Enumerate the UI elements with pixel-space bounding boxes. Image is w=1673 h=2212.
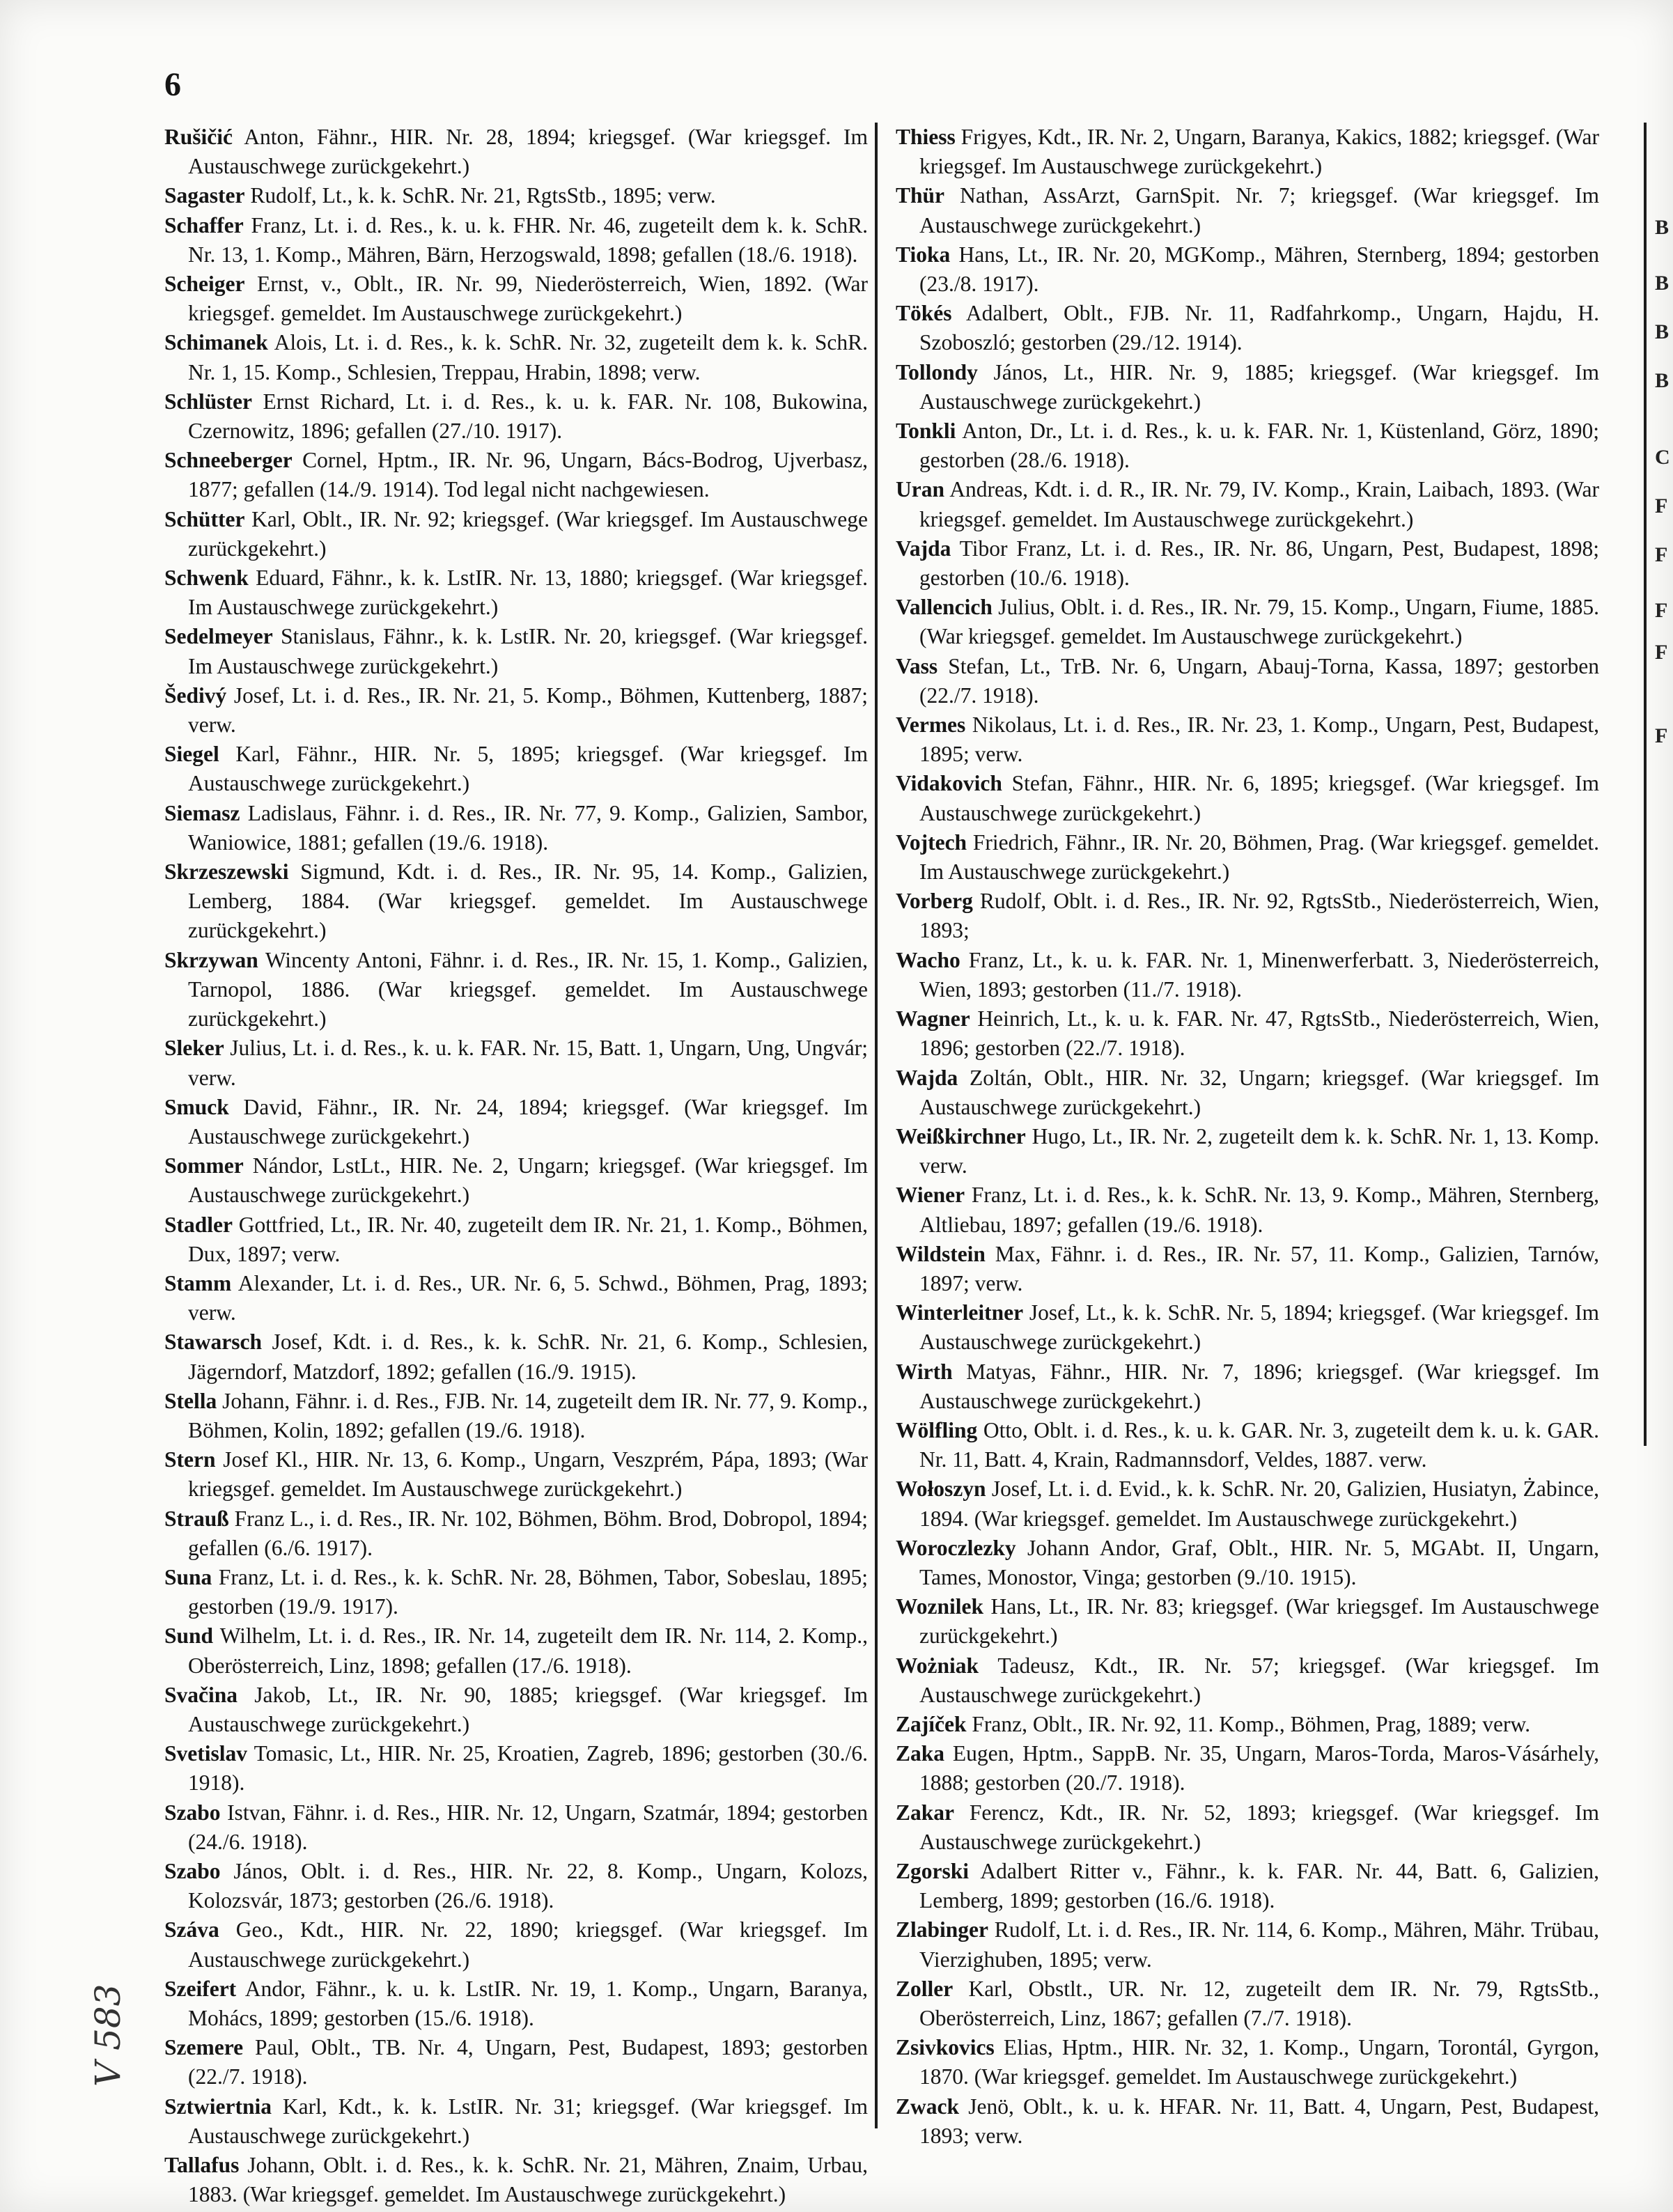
register-entry: [164, 681, 868, 740]
entry-details: Franz, Lt., k. u. k. FAR. Nr. 1, Minenwerferbatt. 3, Niederösterreich, Wien, 1893; gestorben (11./7. 1918).: [919, 947, 1599, 1002]
entry-surname: Vass: [896, 653, 938, 678]
entry-surname: Wiener: [896, 1183, 965, 1208]
entry-details: Max, Fähnr. i. d. Res., IR. Nr. 57, 11. Komp., Galizien, Tarnów, 1897; verw.: [919, 1241, 1599, 1295]
entry-surname: Winterleitner: [896, 1300, 1024, 1325]
register-entry: [896, 358, 1599, 416]
entry-surname: Schaffer: [164, 212, 244, 237]
register-entry: [896, 1651, 1599, 1710]
entry-surname: Szabo: [164, 1800, 221, 1825]
register-entry: [896, 1416, 1599, 1474]
entry-surname: Uran: [896, 477, 944, 502]
register-entry: [164, 1093, 868, 1151]
entry-details: Geo., Kdt., HIR. Nr. 22, 1890; kriegsgef. (War kriegsgef. Im Austauschwege zurückgekehrt.): [188, 1917, 868, 1972]
entry-surname: Szemere: [164, 2035, 244, 2060]
entry-details: Jenö, Oblt., k. u. k. HFAR. Nr. 11, Batt. 4, Ungarn, Pest, Budapest, 1893; verw.: [919, 2094, 1599, 2148]
register-entry: [164, 857, 868, 946]
entry-surname: Tollondy: [896, 359, 978, 384]
entry-surname: Schwenk: [164, 566, 249, 591]
entry-surname: Wölfling: [896, 1417, 978, 1442]
entry-details: Andor, Fähnr., k. u. k. LstIR. Nr. 19, 1. Komp., Ungarn, Baranya, Mohács, 1899; gestorben (15./6. 1918).: [188, 1976, 868, 2030]
entry-surname: Sedelmeyer: [164, 624, 273, 649]
entry-details: Stanislaus, Fähnr., k. k. LstIR. Nr. 20, kriegsgef. (War kriegsgef. Im Austauschwege zurückgekehrt.): [188, 624, 868, 678]
entry-surname: Tonkli: [896, 419, 956, 444]
entry-details: Nándor, LstLt., HIR. Ne. 2, Ungarn; kriegsgef. (War kriegsgef. Im Austauschwege zurückgekehrt.): [188, 1153, 868, 1208]
register-entry: [164, 946, 868, 1034]
entry-details: Heinrich, Lt., k. u. k. FAR. Nr. 47, RgtsStb., Niederösterreich, Wien, 1896; gestorben (22./7. 1918).: [919, 1006, 1599, 1061]
entry-details: Ladislaus, Fähnr. i. d. Res., IR. Nr. 77, 9. Komp., Galizien, Sambor, Waniowice, 1881; gefallen (19./6. 1918).: [188, 800, 868, 855]
register-entry: [164, 446, 868, 504]
register-entry: [896, 1474, 1599, 1533]
entry-surname: Vidakovich: [896, 771, 1002, 796]
entry-details: Tadeusz, Kdt., IR. Nr. 57; kriegsgef. (War kriegsgef. Im Austauschwege zurückgekehrt.): [919, 1653, 1599, 1707]
entry-surname: Stadler: [164, 1212, 233, 1237]
entry-details: Ernst, v., Oblt., IR. Nr. 99, Niederösterreich, Wien, 1892. (War kriegsgef. gemeldet. Im Austauschwege zurückgekehrt.): [188, 272, 868, 326]
register-entry: [164, 1975, 868, 2033]
entry-surname: Szeifert: [164, 1976, 237, 2001]
register-entry: [164, 1739, 868, 1798]
entry-surname: Scheiger: [164, 272, 245, 297]
register-entry: [896, 769, 1599, 827]
entry-surname: Zaka: [896, 1741, 945, 1766]
entry-surname: Woroczlezky: [896, 1535, 1016, 1560]
entry-surname: Vorberg: [896, 889, 973, 914]
entry-surname: Zgorski: [896, 1858, 970, 1883]
entry-details: Ernst Richard, Lt. i. d. Res., k. u. k. FAR. Nr. 108, Bukowina, Czernowitz, 1896; gefallen (27./10. 1917).: [188, 389, 868, 444]
register-entry: [164, 1798, 868, 1857]
entry-surname: Vajda: [896, 536, 951, 561]
register-entry: [896, 1857, 1599, 1915]
entry-surname: Schimanek: [164, 330, 268, 355]
adjacent-page-letter: F: [1655, 543, 1668, 566]
register-entry: [896, 123, 1599, 181]
entry-surname: Zlabinger: [896, 1917, 989, 1942]
entry-details: Paul, Oblt., TB. Nr. 4, Ungarn, Pest, Budapest, 1893; gestorben (22./7. 1918).: [188, 2035, 868, 2089]
entry-surname: Skrzywan: [164, 947, 258, 972]
register-entry: [164, 622, 868, 680]
entry-details: Alois, Lt. i. d. Res., k. k. SchR. Nr. 32, zugeteilt dem k. k. SchR. Nr. 1, 15. Komp., Schlesien, Treppau, Hrabin, 1898; verw.: [188, 330, 868, 384]
register-entry: [896, 1975, 1599, 2033]
entry-surname: Vermes: [896, 712, 966, 738]
register-entry: [164, 1327, 868, 1386]
register-entry: [164, 1681, 868, 1739]
register-entry: [896, 1240, 1599, 1298]
entry-details: Julius, Oblt. i. d. Res., IR. Nr. 79, 15. Komp., Ungarn, Fiume, 1885. (War kriegsgef. gemeldet. Im Austauschwege zurückgekehrt.): [919, 595, 1599, 649]
entry-surname: Sztwiertnia: [164, 2094, 272, 2119]
entry-details: Friedrich, Fähnr., IR. Nr. 20, Böhmen, Prag. (War kriegsgef. gemeldet. Im Austauschwege zurückgekehrt.): [919, 830, 1599, 885]
entry-details: Franz, Lt. i. d. Res., k. u. k. FHR. Nr. 46, zugeteilt dem k. k. SchR. Nr. 13, 1. Komp., Mähren, Bärn, Herzogswald, 1898; gefallen (18./6. 1918).: [188, 212, 868, 267]
register-entry: [896, 710, 1599, 769]
entry-details: Cornel, Hptm., IR. Nr. 96, Ungarn, Bács-Bodrog, Ujverbasz, 1877; gefallen (14./9. 1914). Tod legal nicht nachgewiesen.: [188, 448, 868, 502]
entry-surname: Sommer: [164, 1153, 244, 1178]
entry-surname: Wajda: [896, 1065, 958, 1090]
entry-details: Gottfried, Lt., IR. Nr. 40, zugeteilt dem IR. Nr. 21, 1. Komp., Böhmen, Dux, 1897; verw.: [188, 1212, 868, 1266]
entry-surname: Thiess: [896, 125, 956, 149]
entry-details: Hans, Lt., IR. Nr. 83; kriegsgef. (War kriegsgef. Im Austauschwege zurückgekehrt.): [919, 1594, 1599, 1649]
register-entry: [164, 1504, 868, 1563]
register-entry: [164, 1621, 868, 1680]
register-entry: [164, 387, 868, 446]
adjacent-page-letter: C: [1655, 446, 1670, 469]
entry-surname: Zsivkovics: [896, 2035, 995, 2060]
entry-surname: Zakar: [896, 1800, 955, 1825]
entry-surname: Zajíček: [896, 1711, 967, 1736]
entry-details: Jakob, Lt., IR. Nr. 90, 1885; kriegsgef. (War kriegsgef. Im Austauschwege zurückgekehrt.): [188, 1682, 868, 1736]
entry-details: Istvan, Fähnr. i. d. Res., HIR. Nr. 12, Ungarn, Szatmár, 1894; gestorben (24./6. 1918).: [188, 1800, 868, 1854]
entry-surname: Thür: [896, 183, 945, 208]
entry-surname: Sagaster: [164, 183, 245, 208]
register-entry: [164, 181, 868, 210]
entry-details: Karl, Obstlt., UR. Nr. 12, zugeteilt dem IR. Nr. 79, RgtsStb., Oberösterreich, Linz, 1867; gefallen (7./7. 1918).: [919, 1976, 1599, 2030]
entry-details: Adalbert, Oblt., FJB. Nr. 11, Radfahrkomp., Ungarn, Hajdu, H. Szoboszló; gestorben (29./12. 1914).: [919, 301, 1599, 355]
entry-details: Nikolaus, Lt. i. d. Res., IR. Nr. 23, 1. Komp., Ungarn, Pest, Budapest, 1895; verw.: [919, 712, 1599, 767]
entry-details: Josef Kl., HIR. Nr. 13, 6. Komp., Ungarn, Veszprém, Pápa, 1893; (War kriegsgef. gemeldet. Im Austauschwege zurückgekehrt.): [188, 1447, 868, 1502]
entry-details: Otto, Oblt. i. d. Res., k. u. k. GAR. Nr. 3, zugeteilt dem k. u. k. GAR. Nr. 11, Batt. 4, Krain, Radmannsdorf, Veldes, 1887. verw.: [919, 1417, 1599, 1472]
entry-surname: Wagner: [896, 1006, 970, 1031]
entry-details: Karl, Kdt., k. k. LstIR. Nr. 31; kriegsgef. (War kriegsgef. Im Austauschwege zurückgekehrt.): [188, 2094, 868, 2148]
entry-surname: Száva: [164, 1917, 219, 1942]
register-entry: [164, 1563, 868, 1621]
register-entry: [164, 1857, 868, 1915]
register-entry: [896, 887, 1599, 945]
entry-surname: Tökés: [896, 301, 952, 326]
register-entry: [896, 652, 1599, 710]
entry-surname: Vallencich: [896, 595, 993, 620]
entry-details: Nathan, AssArzt, GarnSpit. Nr. 7; kriegsgef. (War kriegsgef. Im Austauschwege zurückgekehrt.): [919, 183, 1599, 237]
entry-surname: Schlüster: [164, 389, 252, 414]
entry-details: Johann Andor, Graf, Oblt., HIR. Nr. 5, MGAbt. II, Ungarn, Tames, Monostor, Vinga; gestorben (9./10. 1915).: [919, 1535, 1599, 1589]
entry-surname: Wacho: [896, 947, 960, 972]
register-entry: [164, 1151, 868, 1210]
register-entry: [164, 123, 868, 181]
register-entry: [164, 211, 868, 270]
register-entry: [896, 240, 1599, 299]
entry-details: Franz, Lt. i. d. Res., k. k. SchR. Nr. 28, Böhmen, Tabor, Sobeslau, 1895; gestorben (19./9. 1917).: [188, 1564, 868, 1619]
entry-details: Frigyes, Kdt., IR. Nr. 2, Ungarn, Baranya, Kakics, 1882; kriegsgef. (War kriegsgef. Im Austauschwege zurückgekehrt.): [919, 125, 1599, 179]
entry-details: Rudolf, Lt., k. k. SchR. Nr. 21, RgtsStb., 1895; verw.: [244, 183, 716, 208]
entry-details: Alexander, Lt. i. d. Res., UR. Nr. 6, 5. Schwd., Böhmen, Prag, 1893; verw.: [188, 1270, 868, 1325]
entry-surname: Svetislav: [164, 1741, 248, 1766]
entry-surname: Skrzeszewski: [164, 859, 289, 885]
register-entry: [164, 505, 868, 563]
entry-details: Anton, Fähnr., HIR. Nr. 28, 1894; kriegsgef. (War kriegsgef. Im Austauschwege zurückgekehrt.): [188, 125, 868, 179]
entry-details: János, Lt., HIR. Nr. 9, 1885; kriegsgef. (War kriegsgef. Im Austauschwege zurückgekehrt.): [919, 359, 1599, 414]
right-column: [896, 123, 1599, 2151]
entry-surname: Wożniak: [896, 1653, 979, 1678]
register-entry: [896, 1181, 1599, 1239]
entry-surname: Stamm: [164, 1270, 232, 1295]
entry-surname: Sund: [164, 1623, 214, 1649]
adjacent-page-letter: B: [1655, 369, 1670, 392]
entry-surname: Tioka: [896, 242, 951, 267]
entry-details: Anton, Dr., Lt. i. d. Res., k. u. k. FAR. Nr. 1, Küstenland, Görz, 1890; gestorben (28./6. 1918).: [919, 419, 1599, 473]
entry-surname: Tallafus: [164, 2153, 240, 2178]
entry-details: Franz, Oblt., IR. Nr. 92, 11. Komp., Böhmen, Prag, 1889; verw.: [966, 1711, 1531, 1736]
entry-surname: Schütter: [164, 506, 245, 531]
register-entry: [164, 740, 868, 798]
entry-details: David, Fähnr., IR. Nr. 24, 1894; kriegsgef. (War kriegsgef. Im Austauschwege zurückgekehrt.): [188, 1094, 868, 1148]
register-entry: [164, 563, 868, 622]
entry-surname: Szabo: [164, 1858, 221, 1883]
entry-surname: Stawarsch: [164, 1330, 262, 1355]
entry-details: Wincenty Antoni, Fähnr. i. d. Res., IR. Nr. 15, 1. Komp., Galizien, Tarnopol, 1886. (War kriegsgef. gemeldet. Im Austauschwege zurückgekehrt.): [188, 947, 868, 1031]
register-entry: [164, 1387, 868, 1445]
register-entry: [896, 1004, 1599, 1063]
entry-details: Zoltán, Oblt., HIR. Nr. 32, Ungarn; kriegsgef. (War kriegsgef. Im Austauschwege zurückgekehrt.): [919, 1065, 1599, 1119]
register-entry: [896, 2033, 1599, 2092]
register-entry: [164, 1445, 868, 1504]
entry-details: Johann, Fähnr. i. d. Res., FJB. Nr. 14, zugeteilt dem IR. Nr. 77, 9. Komp., Böhmen, Kolin, 1892; gefallen (19./6. 1918).: [188, 1388, 868, 1442]
register-entry: [896, 1357, 1599, 1416]
entry-details: Andreas, Kdt. i. d. R., IR. Nr. 79, IV. Komp., Krain, Laibach, 1893. (War kriegsgef. gemeldet. Im Austauschwege zurückgekehrt.): [919, 477, 1599, 531]
entry-details: Adalbert Ritter v., Fähnr., k. k. FAR. Nr. 44, Batt. 6, Galizien, Lemberg, 1899; gestorben (16./6. 1918).: [919, 1858, 1599, 1913]
entry-details: Hans, Lt., IR. Nr. 20, MGKomp., Mähren, Sternberg, 1894; gestorben (23./8. 1917).: [919, 242, 1599, 297]
entry-details: Josef, Kdt. i. d. Res., k. k. SchR. Nr. 21, 6. Komp., Schlesien, Jägerndorf, Matzdorf, 1892; gefallen (16./9. 1915).: [188, 1330, 868, 1384]
entry-surname: Strauß: [164, 1506, 229, 1531]
entry-details: Eduard, Fähnr., k. k. LstIR. Nr. 13, 1880; kriegsgef. (War kriegsgef. Im Austauschwege zurückgekehrt.): [188, 566, 868, 620]
register-entry: [896, 946, 1599, 1004]
register-entry: [164, 2151, 868, 2209]
entry-details: Stefan, Lt., TrB. Nr. 6, Ungarn, Abauj-Torna, Kassa, 1897; gestorben (22./7. 1918).: [919, 653, 1599, 708]
entry-details: Rudolf, Oblt. i. d. Res., IR. Nr. 92, RgtsStb., Niederösterreich, Wien, 1893;: [919, 889, 1599, 943]
entry-details: Hugo, Lt., IR. Nr. 2, zugeteilt dem k. k. SchR. Nr. 1, 13. Komp. verw.: [919, 1123, 1599, 1178]
entry-details: Rudolf, Lt. i. d. Res., IR. Nr. 114, 6. Komp., Mähren, Mähr. Trübau, Vierzighuben, 1895; verw.: [919, 1917, 1599, 1972]
adjacent-page-letter: B: [1655, 320, 1670, 343]
register-entry: [896, 1592, 1599, 1651]
entry-surname: Smuck: [164, 1094, 229, 1119]
adjacent-page-letter: F: [1655, 494, 1668, 517]
register-entry: [164, 328, 868, 387]
register-entry: [164, 1269, 868, 1327]
register-entry: [896, 1739, 1599, 1798]
entry-surname: Wirth: [896, 1359, 953, 1384]
register-entry: [164, 1210, 868, 1269]
entry-details: Eugen, Hptm., SappB. Nr. 35, Ungarn, Maros-Torda, Maros-Vásárhely, 1888; gestorben (20./7. 1918).: [919, 1741, 1599, 1796]
entry-surname: Siegel: [164, 742, 219, 767]
entry-details: János, Oblt. i. d. Res., HIR. Nr. 22, 8. Komp., Ungarn, Kolozs, Kolozsvár, 1873; gestorben (26./6. 1918).: [188, 1858, 868, 1913]
entry-details: Franz, Lt. i. d. Res., k. k. SchR. Nr. 13, 9. Komp., Mähren, Sternberg, Altliebau, 1897; gefallen (19./6. 1918).: [919, 1183, 1599, 1237]
adjacent-page-letter: B: [1655, 272, 1670, 295]
entry-details: Karl, Fähnr., HIR. Nr. 5, 1895; kriegsgef. (War kriegsgef. Im Austauschwege zurückgekehrt.): [188, 742, 868, 796]
register-entry: [896, 181, 1599, 240]
entry-details: Wilhelm, Lt. i. d. Res., IR. Nr. 14, zugeteilt dem IR. Nr. 114, 2. Komp., Oberösterreich, Linz, 1898; gefallen (17./6. 1918).: [188, 1623, 868, 1678]
entry-surname: Wildstein: [896, 1241, 986, 1266]
entry-details: Franz L., i. d. Res., IR. Nr. 102, Böhmen, Böhm. Brod, Dobropol, 1894; gefallen (6./6. 1917).: [188, 1506, 868, 1560]
entry-surname: Suna: [164, 1564, 212, 1589]
entry-surname: Svačina: [164, 1682, 238, 1707]
entry-surname: Weißkirchner: [896, 1123, 1026, 1148]
register-entry: [896, 1798, 1599, 1857]
register-entry: [164, 1915, 868, 1974]
entry-details: Sigmund, Kdt. i. d. Res., IR. Nr. 95, 14. Komp., Galizien, Lemberg, 1884. (War kriegsgef. gemeldet. Im Austauschwege zurückgekehrt.): [188, 859, 868, 943]
register-entry: [164, 799, 868, 857]
page-number: 6: [164, 66, 181, 103]
adjacent-page-letter: F: [1655, 724, 1668, 747]
entry-surname: Schneeberger: [164, 448, 293, 473]
register-entry: [896, 475, 1599, 533]
entry-surname: Zwack: [896, 2094, 960, 2119]
entry-details: Josef, Lt., k. k. SchR. Nr. 5, 1894; kriegsgef. (War kriegsgef. Im Austauschwege zurückgekehrt.): [919, 1300, 1599, 1355]
entry-details: Ferencz, Kdt., IR. Nr. 52, 1893; kriegsgef. (War kriegsgef. Im Austauschwege zurückgekehrt.): [919, 1800, 1599, 1854]
register-entry: [164, 270, 868, 328]
entry-surname: Sleker: [164, 1036, 224, 1061]
left-column: [164, 123, 868, 2209]
handwritten-note: V 583: [88, 1984, 128, 2087]
entry-surname: Siemasz: [164, 800, 240, 825]
column-divider: [875, 123, 878, 2128]
register-entry: [896, 1915, 1599, 1974]
entry-details: Karl, Oblt., IR. Nr. 92; kriegsgef. (War kriegsgef. Im Austauschwege zurückgekehrt.): [188, 506, 868, 561]
entry-details: Tomasic, Lt., HIR. Nr. 25, Kroatien, Zagreb, 1896; gestorben (30./6. 1918).: [188, 1741, 868, 1796]
entry-surname: Šedivý: [164, 683, 227, 708]
register-entry: [896, 299, 1599, 357]
entry-surname: Wołoszyn: [896, 1477, 986, 1502]
entry-details: Josef, Lt. i. d. Res., IR. Nr. 21, 5. Komp., Böhmen, Kuttenberg, 1887; verw.: [188, 683, 868, 738]
entry-details: Josef, Lt. i. d. Evid., k. k. SchR. Nr. 20, Galizien, Husiatyn, Żabince, 1894. (War kriegsgef. gemeldet. Im Austauschwege zurückgekehrt.): [919, 1477, 1599, 1531]
register-entry: [896, 1298, 1599, 1357]
register-entry: [896, 593, 1599, 651]
register-entry: [896, 534, 1599, 593]
entry-details: Matyas, Fähnr., HIR. Nr. 7, 1896; kriegsgef. (War kriegsgef. Im Austauschwege zurückgekehrt.): [919, 1359, 1599, 1413]
register-entry: [164, 1034, 868, 1092]
register-entry: [896, 1534, 1599, 1592]
register-entry: [896, 1122, 1599, 1181]
entry-details: Elias, Hptm., HIR. Nr. 32, 1. Komp., Ungarn, Torontál, Gyrgon, 1870. (War kriegsgef. gemeldet. Im Austauschwege zurückgekehrt.): [919, 2035, 1599, 2089]
entry-surname: Stella: [164, 1388, 217, 1413]
entry-surname: Zoller: [896, 1976, 954, 2001]
entry-details: Julius, Lt. i. d. Res., k. u. k. FAR. Nr. 15, Batt. 1, Ungarn, Ung, Ungvár; verw.: [188, 1036, 868, 1090]
adjacent-page-letter: F: [1655, 599, 1668, 622]
entry-surname: Vojtech: [896, 830, 967, 855]
entry-details: Stefan, Fähnr., HIR. Nr. 6, 1895; kriegsgef. (War kriegsgef. Im Austauschwege zurückgekehrt.): [919, 771, 1599, 825]
entry-surname: Stern: [164, 1447, 216, 1472]
register-entry: [896, 416, 1599, 475]
entry-surname: Rušičić: [164, 125, 233, 149]
entry-details: Johann, Oblt. i. d. Res., k. k. SchR. Nr. 21, Mähren, Znaim, Urbau, 1883. (War kriegsgef. gemeldet. Im Austauschwege zurückgekehrt.): [188, 2153, 868, 2207]
register-entry: [164, 2092, 868, 2151]
adjacent-page-letter: B: [1655, 216, 1670, 239]
register-entry: [896, 1710, 1599, 1739]
adjacent-page-letter: F: [1655, 641, 1668, 664]
register-entry: [164, 2033, 868, 2092]
register-entry: [896, 2092, 1599, 2151]
entry-details: Tibor Franz, Lt. i. d. Res., IR. Nr. 86, Ungarn, Pest, Budapest, 1898; gestorben (10./6. 1918).: [919, 536, 1599, 591]
entry-surname: Woznilek: [896, 1594, 984, 1619]
register-entry: [896, 1064, 1599, 1122]
register-entry: [896, 828, 1599, 887]
